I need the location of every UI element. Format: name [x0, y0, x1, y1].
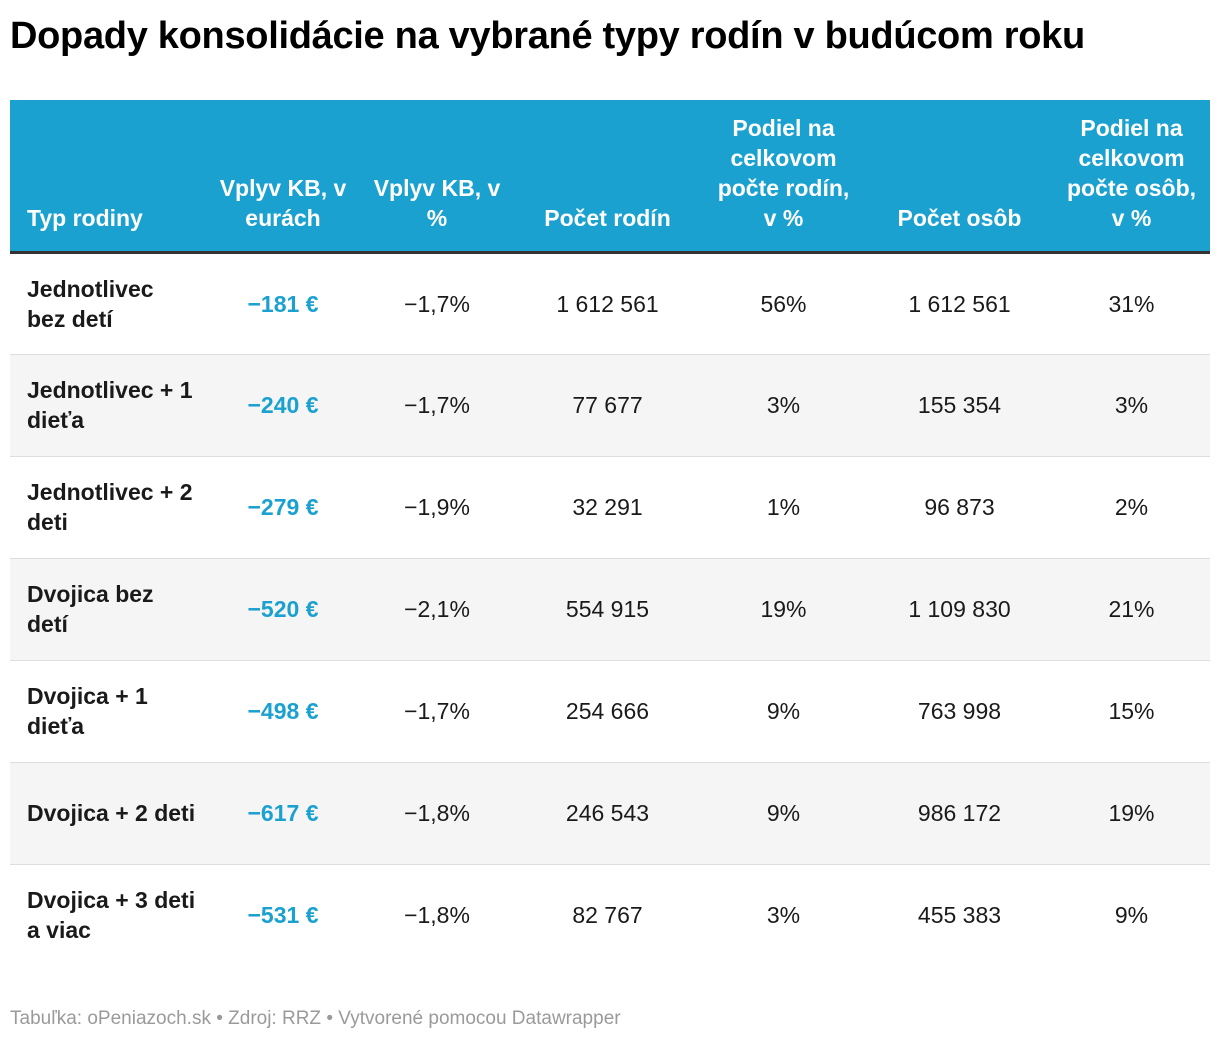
- family-count-cell: 554 915: [514, 558, 701, 660]
- impact-pct-cell: −1,7%: [360, 660, 514, 762]
- person-share-cell: 31%: [1053, 252, 1210, 354]
- family-share-cell: 1%: [701, 456, 866, 558]
- family-count-cell: 32 291: [514, 456, 701, 558]
- impact-eur-cell: −498 €: [206, 660, 360, 762]
- impact-pct-cell: −1,7%: [360, 354, 514, 456]
- family-count-cell: 82 767: [514, 864, 701, 966]
- column-header-person-share: Podiel na celkovom počte osôb, v %: [1053, 100, 1210, 252]
- family-share-cell: 9%: [701, 762, 866, 864]
- header-row: [10, 100, 1210, 252]
- column-header-family-count: Počet rodín: [514, 100, 701, 252]
- column-header-family-type: Typ rodiny: [10, 100, 206, 252]
- impact-eur-cell: −240 €: [206, 354, 360, 456]
- column-header-impact-eur: Vplyv KB, v eurách: [206, 100, 360, 252]
- table-row: [10, 252, 1210, 354]
- family-count-cell: 1 612 561: [514, 252, 701, 354]
- source-footer: Tabuľka: oPeniazoch.sk • Zdroj: RRZ • Vytvorené pomocou Datawrapper: [10, 1008, 621, 1029]
- column-header-impact-pct: Vplyv KB, v %: [360, 100, 514, 252]
- impact-pct-cell: −1,9%: [360, 456, 514, 558]
- person-share-cell: 2%: [1053, 456, 1210, 558]
- impact-pct-cell: −1,8%: [360, 864, 514, 966]
- person-count-cell: 1 109 830: [866, 558, 1053, 660]
- person-count-cell: 763 998: [866, 660, 1053, 762]
- table-row: [10, 456, 1210, 558]
- person-share-cell: 19%: [1053, 762, 1210, 864]
- person-count-cell: 155 354: [866, 354, 1053, 456]
- family-type-cell: Jednotlivec + 1 dieťa: [10, 354, 206, 456]
- table-title: Dopady konsolidácie na vybrané typy rodín v budúcom roku: [10, 15, 1085, 57]
- family-share-cell: 56%: [701, 252, 866, 354]
- data-table: [10, 100, 1210, 966]
- person-share-cell: 3%: [1053, 354, 1210, 456]
- table-row: [10, 354, 1210, 456]
- family-type-cell: Dvojica + 1 dieťa: [10, 660, 206, 762]
- family-type-cell: Dvojica + 3 deti a viac: [10, 864, 206, 966]
- impact-pct-cell: −1,8%: [360, 762, 514, 864]
- person-share-cell: 9%: [1053, 864, 1210, 966]
- impact-eur-cell: −617 €: [206, 762, 360, 864]
- family-share-cell: 3%: [701, 864, 866, 966]
- person-share-cell: 15%: [1053, 660, 1210, 762]
- impact-eur-cell: −181 €: [206, 252, 360, 354]
- impact-eur-cell: −279 €: [206, 456, 360, 558]
- table-header: [10, 100, 1210, 252]
- column-header-family-share: Podiel na celkovom počte rodín, v %: [701, 100, 866, 252]
- person-count-cell: 1 612 561: [866, 252, 1053, 354]
- table-row: [10, 660, 1210, 762]
- table-row: [10, 864, 1210, 966]
- family-type-cell: Dvojica bez detí: [10, 558, 206, 660]
- family-count-cell: 77 677: [514, 354, 701, 456]
- family-type-cell: Jednotlivec + 2 deti: [10, 456, 206, 558]
- family-share-cell: 19%: [701, 558, 866, 660]
- impact-pct-cell: −1,7%: [360, 252, 514, 354]
- column-header-person-count: Počet osôb: [866, 100, 1053, 252]
- family-type-cell: Jednotlivec bez detí: [10, 252, 206, 354]
- family-type-cell: Dvojica + 2 deti: [10, 762, 206, 864]
- person-share-cell: 21%: [1053, 558, 1210, 660]
- table-body: [10, 252, 1210, 966]
- family-share-cell: 3%: [701, 354, 866, 456]
- family-count-cell: 246 543: [514, 762, 701, 864]
- person-count-cell: 96 873: [866, 456, 1053, 558]
- impact-pct-cell: −2,1%: [360, 558, 514, 660]
- person-count-cell: 455 383: [866, 864, 1053, 966]
- person-count-cell: 986 172: [866, 762, 1053, 864]
- table-row: [10, 558, 1210, 660]
- impact-eur-cell: −520 €: [206, 558, 360, 660]
- family-share-cell: 9%: [701, 660, 866, 762]
- table-row: [10, 762, 1210, 864]
- impact-eur-cell: −531 €: [206, 864, 360, 966]
- family-count-cell: 254 666: [514, 660, 701, 762]
